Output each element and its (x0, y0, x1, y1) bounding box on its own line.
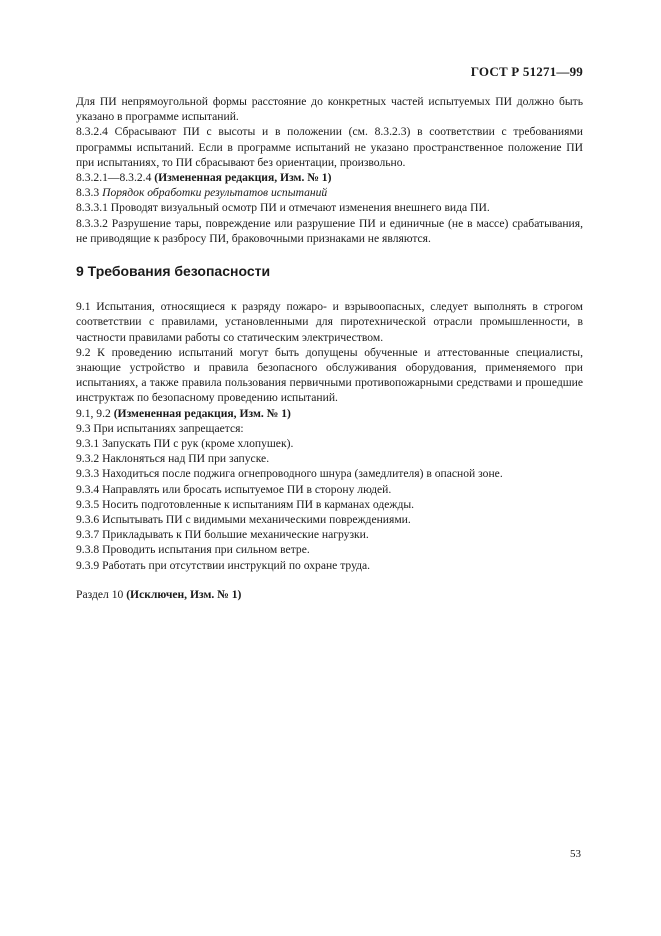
amendment-text: (Измененная редакция, Изм. № 1) (154, 171, 332, 185)
paragraph-distance: Для ПИ непрямоугольной формы расстояние до конкретных частей испытуемых ПИ должно быть указано в программе испытаний. (76, 95, 583, 124)
list-item: 9.3.5 Носить подготовленные к испытаниям ПИ в карманах одежды. (76, 497, 415, 511)
section-status: (Исключен, Изм. № 1) (126, 587, 242, 601)
section-ref: Раздел 10 (76, 587, 127, 601)
prohibitions-list (76, 421, 583, 573)
paragraph-8-3-3-1: 8.3.3.1 Проводят визуальный осмотр ПИ и отмечают изменения внешнего вида ПИ. (76, 201, 490, 215)
list-item: 9.3.4 Направлять или бросать испытуемое ПИ в сторону людей. (76, 482, 392, 496)
paragraph-9-1: 9.1 Испытания, относящиеся к разряду пожаро- и взрывоопасных, следует выполнять в строгом соответствии с правилами, установленными для пиротехнической отрасли промышленности, в частности правилами работы со статическим электричеством. (76, 300, 583, 344)
list-item: 9.3 При испытаниях запрещается: (76, 421, 244, 435)
paragraph-8-3-3-2: 8.3.3.2 Разрушение тары, повреждение или разрушение ПИ и единичные (не в массе) срабатывания, не приводящие к разбросу ПИ, браковочными признаками не являются. (76, 216, 583, 245)
amendment-note-9 (76, 406, 583, 421)
subsection-8-3-3 (76, 185, 583, 200)
amendment-text: (Измененная редакция, Изм. № 1) (113, 406, 291, 420)
amendment-ref: 8.3.2.1—8.3.2.4 (76, 171, 155, 185)
list-item: 9.3.7 Прикладывать к ПИ большие механические нагрузки. (76, 528, 369, 542)
section-9-heading: 9 Требования безопасности (76, 263, 271, 280)
page-number: 53 (570, 848, 581, 860)
list-item: 9.3.9 Работать при отсутствии инструкций по охране труда. (76, 558, 371, 572)
subsection-number: 8.3.3 (76, 186, 103, 200)
document-code-header: ГОСТ Р 51271—99 (470, 64, 583, 79)
list-item: 9.3.2 Наклоняться над ПИ при запуске. (76, 452, 270, 466)
section-10-note (76, 587, 583, 602)
document-body (76, 94, 583, 602)
amendment-note-8-3-2 (76, 170, 583, 185)
amendment-ref: 9.1, 9.2 (76, 406, 114, 420)
list-item: 9.3.1 Запускать ПИ с рук (кроме хлопушек). (76, 437, 294, 451)
list-item: 9.3.8 Проводить испытания при сильном ветре. (76, 543, 310, 557)
paragraph-8-3-2-4: 8.3.2.4 Сбрасывают ПИ с высоты и в положении (см. 8.3.2.3) в соответствии с требованиями программы испытаний. Если в программе испытаний не указано пространственное положение ПИ при испытаниях, то ПИ сбрасывают без ориентации, произвольно. (76, 125, 583, 169)
subsection-title: Порядок обработки результатов испытаний (102, 186, 328, 200)
list-item: 9.3.3 Находиться после поджига огнепроводного шнура (замедлителя) в опасной зоне. (76, 467, 503, 481)
paragraph-9-2: 9.2 К проведению испытаний могут быть допущены обученные и аттестованные специалисты, знающие устройство и правила безопасного обслуживания оборудования, применяемого при испытаниях, а также правила пользования первичными противопожарными средствами и прошедшие инструктаж по безопасному проведению испытаний. (76, 345, 583, 405)
list-item: 9.3.6 Испытывать ПИ с видимыми механическими повреждениями. (76, 513, 411, 527)
